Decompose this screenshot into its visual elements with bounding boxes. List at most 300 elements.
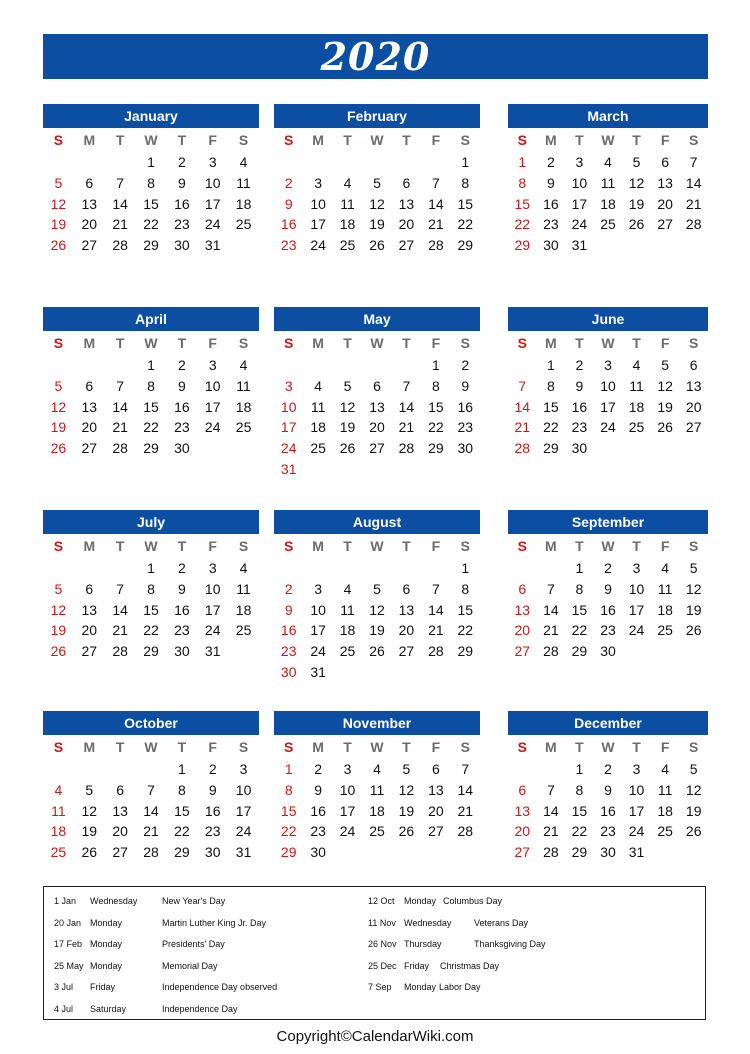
day-cell: 21 [457,802,474,819]
holiday-row [54,980,374,1002]
empty-day-cell [43,355,74,376]
day-grid [508,355,708,459]
day-cell: 28 [543,844,559,861]
empty-day-cell [421,152,450,173]
day-cell: 10 [204,580,221,597]
day-grid [43,558,259,662]
day-cell-sunday: 15 [514,195,531,212]
day-cell: 27 [81,237,98,254]
month-header: September [508,510,708,534]
day-cell: 14 [457,781,474,798]
day-cell: 12 [81,802,98,819]
day-cell: 27 [657,216,673,233]
holiday-row [368,937,698,959]
day-cell: 8 [575,781,584,798]
day-cell: 22 [457,622,474,639]
day-cell-sunday: 17 [280,419,297,436]
day-cell: 23 [174,216,190,233]
day-cell: 23 [600,823,616,840]
empty-day-cell [362,558,391,579]
day-cell-sunday: 7 [518,377,527,394]
day-cell-sunday: 16 [280,622,297,639]
weekday-label: F [431,739,441,755]
day-cell: 5 [373,174,381,191]
day-cell: 27 [369,440,385,457]
day-cell: 21 [112,622,128,639]
day-cell-sunday: 9 [284,601,293,618]
day-cell-sunday: 19 [50,622,67,639]
weekday-label: F [431,132,441,148]
weekday-label: W [601,335,615,351]
day-cell: 27 [428,823,444,840]
weekday-label: S [238,132,249,148]
weekday-label: T [115,335,125,351]
day-cell-sunday: 21 [514,419,531,436]
empty-day-cell [333,355,362,376]
day-cell: 7 [402,377,411,394]
empty-day-cell [303,152,332,173]
day-cell: 3 [632,560,641,576]
day-cell: 26 [369,237,385,254]
month-header: January [43,104,259,128]
empty-day-cell [105,759,136,780]
day-cell: 13 [81,601,98,618]
day-cell: 17 [628,802,645,819]
day-cell-sunday: 1 [284,761,293,777]
day-cell: 26 [657,419,673,436]
day-cell: 1 [546,357,555,373]
weekday-label: T [343,538,352,554]
day-cell: 26 [685,823,702,840]
weekday-label: F [660,739,670,755]
month-march [508,104,708,256]
day-grid [43,152,259,256]
weekday-label: F [660,335,670,351]
day-cell: 25 [657,823,673,840]
holiday-date: 1 Jan [54,896,77,906]
day-cell: 9 [604,781,612,798]
weekday-label: S [689,739,699,755]
weekday-label: F [431,335,441,351]
day-cell: 1 [575,761,584,777]
day-cell: 1 [431,357,440,373]
day-cell: 15 [543,398,559,415]
day-cell: 14 [112,601,128,618]
day-cell-sunday: 23 [280,237,297,254]
day-cell-sunday: 16 [280,216,297,233]
weekday-label: W [370,538,384,554]
day-cell: 27 [398,237,415,254]
day-cell: 2 [314,761,323,777]
day-cell: 16 [457,398,474,415]
day-cell: 10 [339,781,356,798]
day-cell: 5 [689,761,698,777]
day-cell-sunday: 26 [50,440,67,457]
day-grid [43,759,259,863]
day-cell: 13 [369,398,385,415]
weekday-header-row [43,128,259,152]
day-cell: 16 [600,601,616,618]
day-cell: 15 [571,601,588,618]
weekday-label: S [689,132,699,148]
day-cell: 6 [85,580,94,597]
day-cell: 2 [604,560,612,576]
day-cell: 24 [628,823,645,840]
weekday-label: M [312,335,324,351]
day-cell: 21 [398,419,415,436]
weekday-label: S [517,538,527,554]
weekday-label: M [83,538,96,554]
day-cell: 4 [604,154,612,170]
weekday-label: S [460,538,470,554]
empty-day-cell [43,558,74,579]
day-cell-sunday: 25 [50,844,67,861]
weekday-header-row [508,735,708,759]
holiday-name: Thanksgiving Day [474,939,546,950]
day-cell: 10 [235,781,252,798]
day-cell: 22 [571,622,588,639]
copyright-text: Copyright©CalendarWiki.com [276,1028,474,1045]
day-cell: 24 [310,237,326,254]
day-cell: 22 [143,419,159,436]
day-cell: 23 [174,419,190,436]
day-cell: 18 [235,195,252,212]
weekday-header-row [274,735,480,759]
day-cell: 29 [143,237,159,254]
day-cell: 18 [310,419,326,436]
holiday-date: 20 Jan [54,917,82,928]
day-grid [274,759,480,863]
day-cell: 10 [600,377,616,394]
day-cell: 9 [208,781,217,798]
day-cell: 1 [147,154,155,170]
day-cell: 15 [457,195,474,212]
weekday-label: S [689,538,699,554]
holiday-row [368,916,698,938]
day-cell: 6 [373,377,381,394]
day-cell: 4 [343,580,352,597]
day-cell: 16 [600,802,616,819]
day-cell: 27 [112,844,128,861]
day-cell: 28 [112,643,128,660]
day-cell: 25 [628,419,645,436]
day-cell: 29 [543,440,559,457]
weekday-label: S [517,335,527,351]
month-header: March [508,104,708,128]
year-title: 2020 [320,34,431,79]
month-january [43,104,259,256]
day-cell-sunday: 29 [514,237,531,254]
day-cell: 14 [428,195,444,212]
day-grid [274,558,480,683]
day-cell: 13 [398,195,415,212]
day-cell: 22 [543,419,559,436]
day-cell: 26 [81,844,98,861]
day-cell: 20 [428,802,444,819]
month-header: December [508,711,708,735]
day-cell: 3 [604,357,612,373]
day-cell: 12 [369,195,385,212]
day-cell: 22 [143,622,159,639]
day-cell: 20 [657,195,673,212]
day-cell-sunday: 3 [284,377,293,394]
day-cell: 28 [112,440,128,457]
weekday-label: S [517,739,527,755]
day-cell: 6 [431,761,440,777]
day-cell: 28 [428,643,444,660]
day-cell: 11 [236,174,251,191]
day-cell: 24 [204,419,221,436]
day-grid [508,759,708,863]
weekday-label: S [53,739,64,755]
day-cell: 2 [546,154,555,170]
day-cell: 1 [177,761,186,777]
day-cell: 16 [174,601,190,618]
day-cell: 18 [235,398,252,415]
day-cell: 29 [143,643,159,660]
weekday-header-row [508,128,708,152]
empty-day-cell [508,558,537,579]
weekday-label: W [370,739,384,755]
day-cell: 29 [457,643,474,660]
holiday-weekday: Thursday [404,939,442,950]
empty-day-cell [508,355,537,376]
weekday-label: F [208,739,217,755]
day-cell: 10 [310,601,326,618]
day-cell: 8 [575,580,584,597]
day-cell: 11 [236,580,251,597]
day-cell: 13 [398,601,415,618]
weekday-label: W [601,132,615,148]
day-cell: 11 [600,174,616,191]
day-cell: 1 [147,357,155,373]
day-cell: 5 [689,560,698,576]
day-cell: 14 [143,802,159,819]
day-cell: 4 [661,761,670,777]
day-cell: 30 [204,844,221,861]
day-cell: 8 [147,174,155,191]
day-cell: 12 [685,580,702,597]
day-cell: 2 [177,560,186,576]
holiday-weekday: Friday [90,982,116,993]
weekday-label: T [343,335,352,351]
day-cell: 20 [398,216,415,233]
day-cell: 11 [340,195,355,212]
day-grid [274,152,480,256]
weekday-label: T [402,538,411,554]
empty-day-cell [362,355,391,376]
day-cell: 4 [239,357,248,373]
day-cell: 8 [147,377,155,394]
day-cell: 29 [174,844,190,861]
holiday-name: Christmas Day [440,960,500,971]
empty-day-cell [303,355,332,376]
empty-day-cell [303,558,332,579]
day-cell-sunday: 20 [514,823,531,840]
empty-day-cell [43,152,74,173]
weekday-label: F [208,132,217,148]
weekday-label: M [545,335,557,351]
day-cell: 3 [343,761,352,777]
day-cell: 29 [571,643,588,660]
day-cell: 6 [689,357,698,373]
holiday-row [54,916,374,938]
day-cell-sunday: 1 [518,154,527,170]
day-cell: 21 [428,216,444,233]
weekday-label: S [460,739,470,755]
day-cell: 18 [339,216,356,233]
day-cell: 8 [431,377,440,394]
day-cell: 26 [369,643,385,660]
empty-day-cell [362,152,391,173]
day-cell: 8 [461,580,470,597]
day-cell: 4 [661,560,670,576]
weekday-label: T [575,335,584,351]
day-cell: 21 [112,216,128,233]
day-cell: 23 [600,622,616,639]
day-cell: 17 [204,195,221,212]
month-header: April [43,307,259,331]
month-october [43,711,259,863]
day-cell: 13 [81,398,98,415]
day-cell: 17 [600,398,616,415]
day-cell: 6 [402,174,411,191]
day-cell: 3 [239,761,248,777]
holiday-weekday: Monday [404,982,437,993]
day-cell: 6 [402,580,411,597]
day-cell: 23 [457,419,474,436]
holiday-row [368,980,698,1002]
day-cell: 31 [628,844,645,861]
day-cell: 12 [657,377,673,394]
day-cell: 20 [369,419,385,436]
holiday-date: 26 Nov [368,939,397,950]
empty-day-cell [392,558,421,579]
month-november [274,711,480,863]
day-cell-sunday: 11 [51,802,66,819]
holiday-date: 4 Jul [54,1003,74,1014]
weekday-label: T [177,739,187,755]
day-cell: 5 [373,580,381,597]
day-cell: 14 [112,398,128,415]
day-cell: 9 [461,377,470,394]
day-cell: 30 [600,643,616,660]
day-cell: 28 [112,237,128,254]
day-cell: 22 [143,216,159,233]
day-cell: 2 [177,357,186,373]
day-cell: 19 [657,398,673,415]
day-cell: 31 [204,237,221,254]
weekday-label: T [115,739,125,755]
day-cell: 22 [571,823,588,840]
weekday-label: T [177,538,187,554]
holiday-list [43,886,706,1020]
day-cell: 5 [402,761,411,777]
day-cell-sunday: 4 [54,781,63,798]
empty-day-cell [74,355,105,376]
weekday-label: T [632,132,641,148]
day-cell: 5 [661,357,670,373]
day-cell: 15 [457,601,474,618]
day-cell-sunday: 13 [514,601,531,618]
day-cell-sunday: 12 [50,601,67,618]
holiday-weekday: Monday [90,960,123,971]
day-cell: 31 [235,844,252,861]
day-cell: 9 [546,174,555,191]
day-grid [43,355,259,459]
holiday-weekday: Monday [404,896,437,906]
weekday-label: S [53,538,64,554]
day-cell: 15 [428,398,444,415]
day-cell: 25 [339,237,356,254]
day-grid [274,355,480,480]
weekday-label: M [545,538,557,554]
weekday-label: S [53,335,64,351]
month-header: November [274,711,480,735]
weekday-label: S [284,335,294,351]
day-grid [508,152,708,256]
day-cell: 14 [543,601,559,618]
day-cell: 3 [208,154,217,170]
day-cell: 16 [204,802,221,819]
day-cell: 25 [339,643,356,660]
day-cell: 12 [685,781,702,798]
weekday-label: S [284,132,294,148]
weekday-label: W [144,739,158,755]
day-cell: 8 [461,174,470,191]
holiday-weekday: Friday [404,960,430,971]
day-cell-sunday: 19 [50,216,67,233]
day-cell: 18 [657,601,673,618]
day-cell: 19 [685,601,702,618]
day-cell: 18 [339,622,356,639]
day-cell: 2 [461,357,470,373]
day-cell: 2 [208,761,217,777]
weekday-label: S [460,335,470,351]
weekday-label: T [575,132,584,148]
holiday-date: 7 Sep [368,982,392,993]
holiday-name: Columbus Day [443,896,503,906]
holiday-list-right [368,894,698,1002]
day-cell-sunday: 6 [518,580,527,597]
day-cell: 4 [343,174,352,191]
month-july [43,510,259,662]
weekday-label: M [312,739,324,755]
weekday-label: T [115,538,125,554]
day-cell: 4 [239,560,248,576]
day-cell: 16 [543,195,559,212]
day-cell: 11 [657,580,673,597]
weekday-label: M [83,132,96,148]
holiday-date: 12 Oct [368,896,395,906]
holiday-row [54,937,374,959]
weekday-label: T [632,739,641,755]
day-cell: 16 [571,398,588,415]
day-cell: 4 [373,761,381,777]
day-cell: 21 [543,823,559,840]
day-cell: 20 [81,216,98,233]
day-cell: 5 [343,377,352,394]
day-cell: 7 [431,580,440,597]
day-cell-sunday: 27 [514,643,531,660]
day-cell: 10 [628,580,645,597]
holiday-row [54,959,374,981]
holiday-name: New Year's Day [162,896,226,906]
weekday-label: T [575,538,584,554]
empty-day-cell [43,759,74,780]
weekday-label: W [144,538,158,554]
empty-day-cell [105,558,136,579]
